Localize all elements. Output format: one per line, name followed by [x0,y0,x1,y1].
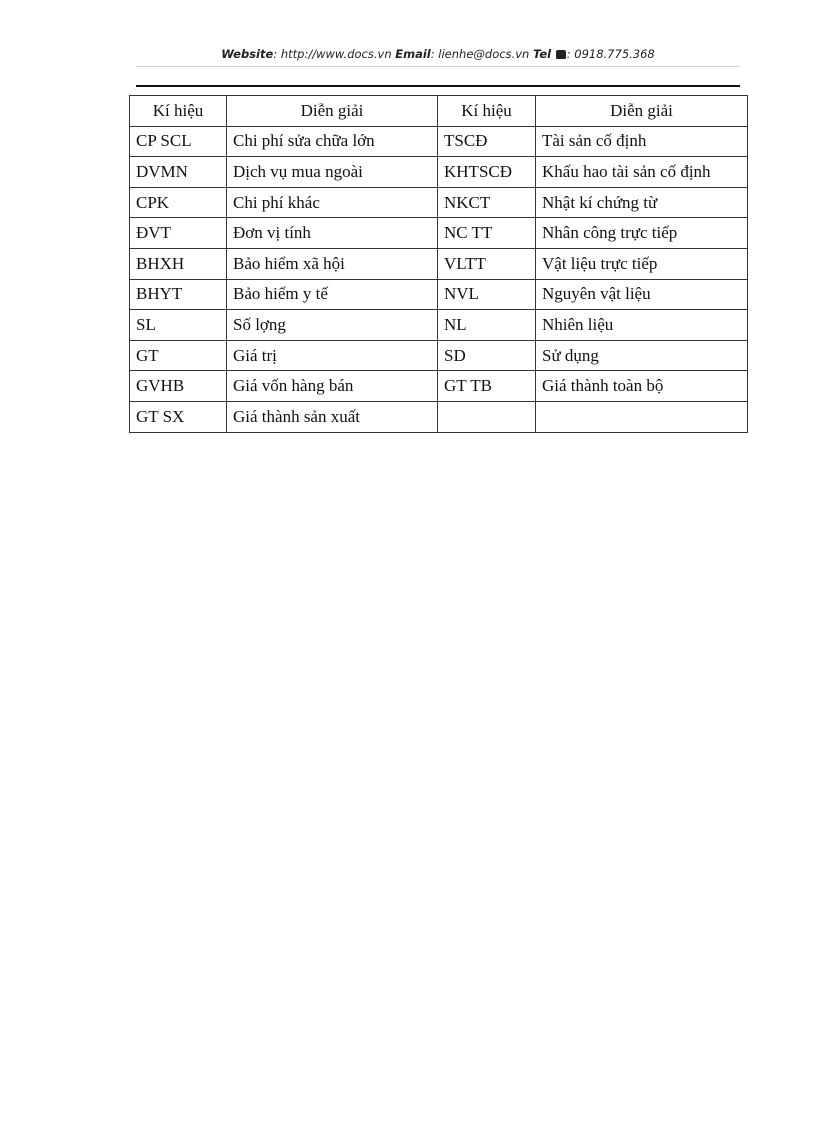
table-row [130,371,748,402]
table-row [130,248,748,279]
table-cell: GT SX [130,401,227,432]
table-cell: TSCĐ [438,126,536,157]
header-divider [136,85,740,87]
table-cell: Chi phí khác [227,187,438,218]
table-cell: BHXH [130,248,227,279]
table-cell: Vật liệu trực tiếp [536,248,748,279]
header-meaning-1: Diễn giải [227,96,438,127]
table-cell: Khấu hao tài sản cố định [536,157,748,188]
table-cell: NL [438,310,536,341]
website-label: Website [221,47,274,61]
tel-label: Tel [532,47,552,61]
table-cell: GT TB [438,371,536,402]
table-cell: Nhiên liệu [536,310,748,341]
phone-icon [556,50,566,59]
table-row [130,187,748,218]
table-cell: DVMN [130,157,227,188]
table-cell: ĐVT [130,218,227,249]
table-cell [536,401,748,432]
table-row [130,310,748,341]
table-cell: Nguyên vật liệu [536,279,748,310]
table-cell: GVHB [130,371,227,402]
website-value: : http://www.docs.vn [273,47,392,61]
table-cell: Số lợng [227,310,438,341]
table-row [130,218,748,249]
table-cell: VLTT [438,248,536,279]
table-cell: Giá thành toàn bộ [536,371,748,402]
table-cell: KHTSCĐ [438,157,536,188]
table-cell: Giá trị [227,340,438,371]
table-cell [438,401,536,432]
table-cell: SL [130,310,227,341]
table-cell: BHYT [130,279,227,310]
table-cell: Sử dụng [536,340,748,371]
email-label: Email [395,47,431,61]
table-cell: GT [130,340,227,371]
table-cell: Đơn vị tính [227,218,438,249]
table-row [130,126,748,157]
table-cell: Bảo hiểm xã hội [227,248,438,279]
tel-value: : 0918.775.368 [566,47,655,61]
header-meaning-2: Diễn giải [536,96,748,127]
table-cell: CPK [130,187,227,218]
table-row [130,157,748,188]
table-cell: Nhân công trực tiếp [536,218,748,249]
table-cell: SD [438,340,536,371]
table-cell: Giá vốn hàng bán [227,371,438,402]
abbreviation-table [129,95,748,433]
table-cell: Dịch vụ mua ngoài [227,157,438,188]
table-cell: Chi phí sửa chữa lớn [227,126,438,157]
table-cell: Tài sản cố định [536,126,748,157]
table-row [130,340,748,371]
email-value: : lienhe@docs.vn [430,47,530,61]
table-cell: CP SCL [130,126,227,157]
table-row [130,401,748,432]
header-symbol-1: Kí hiệu [130,96,227,127]
table-cell: NVL [438,279,536,310]
table-row [130,279,748,310]
table-cell: Bảo hiểm y tế [227,279,438,310]
page-header [136,47,740,67]
table-header-row [130,96,748,127]
table-cell: NKCT [438,187,536,218]
header-symbol-2: Kí hiệu [438,96,536,127]
table-cell: NC TT [438,218,536,249]
table-cell: Giá thành sản xuất [227,401,438,432]
table-cell: Nhật kí chứng từ [536,187,748,218]
